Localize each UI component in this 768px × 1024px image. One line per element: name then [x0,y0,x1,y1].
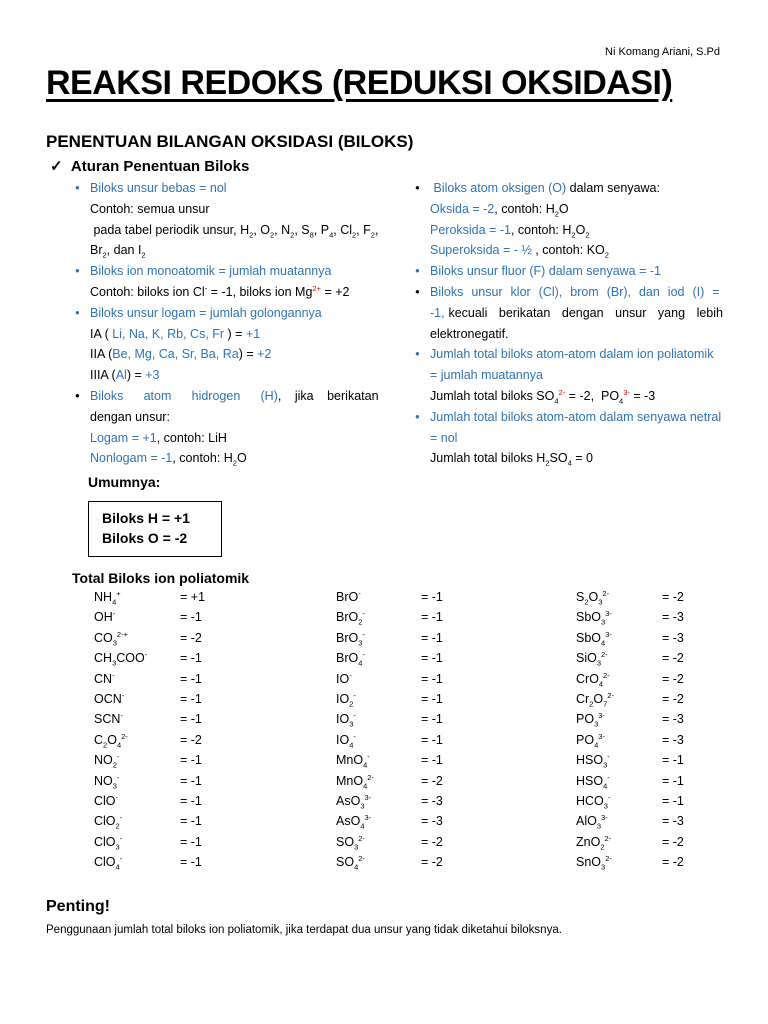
rule-item: ● Biloks ion monoatomik = jumlah muatannya Contoh: biloks ion Cl- = -1, biloks ion $Mg^{2+} = +2$ [76,261,382,303]
section-title: PENENTUAN BILANGAN OKSIDASI (BILOKS) [46,132,414,151]
ion-table: $NH_4^+$ = +1 BrO- = -1 $S_2O_3^{2-}$ = -2 OH- = -1 BrO$_2$- = -1 SbO$_3^{3-}$ = -3 $CO_3^{2-+}$ = -2 BrO$_3$- = -1 SbO$_4^{3-}$ = -3 $CH_3COO^-$ = -1 BrO$_4$- = -1 SiO$_3^{2-}$ = -2 CN- = -1 IO- = -1 CrO$_4^{2-}$ = -2 OCN- = -1 $IO_2^-$ = -1 $Cr_2O_7^{2-}$ = -2 SCN- = -1 $IO_3^-$ = -1 $PO_3^{3-}$ = -3 $C_2O_4^{2-}$ = -2 $IO_4^-$ = -1 $PO_4^{3-}$ = -3 $NO_2^-$ = -1 MnO$_4$- = -1 $HSO_3^-$ = -1 $NO_3^-$ = -1 MnO$_4^{2-}$ = -2 $HSO_4^-$ = -1 ClO- = -1 AsO$_3^{3-}$ = -3 $HCO_3^-$ = -1 ClO$_2$- = -1 AsO$_4^{3-}$ = -3 AlO$_3^{3-}$ = -3 ClO$_3$- = -1 $SO_3^{2-}$ = -2 ZnO$_2^{2-}$ = -2 ClO$_4$- = -1 $SO_4^{2-}$ = -2 SnO$_3^{2-}$ = -2 [94,588,684,872]
umumnya-label: Umumnya: [88,474,161,490]
rule-item: ● Jumlah total biloks atom-atom dalam ion poliatomik = jumlah muatannya Jumlah total biloks $SO_4^{2-} = -2$, $PO_4^{3-} = -3$ [416,344,723,406]
rule-item: ● Biloks unsur klor (Cl), brom (Br), dan iod (I) = -1, kecuali berikatan dengan unsur yang lebih elektronegatif. [416,282,723,344]
box-line-h: Biloks H = +1 [102,510,190,526]
rule-item: ● Biloks atom oksigen (O) dalam senyawa: Oksida = -2, contoh: $H_2O$ Peroksida = -1, contoh: $H_2O_2$ Superoksida = - ½ , contoh: $KO_2$ [416,178,723,261]
ion-table-title: Total Biloks ion poliatomik [72,570,250,586]
box-line-o: Biloks O = -2 [102,530,188,546]
author-name: Ni Komang Ariani, S.Pd [605,46,720,58]
subsection-title: ✓ Aturan Penentuan Biloks [50,158,250,175]
rules-left-column [76,178,382,469]
summary-box [88,501,222,557]
rule-item: ● Biloks unsur fluor (F) dalam senyawa = -1 [416,261,723,282]
penting-title: Penting! [46,898,110,915]
rules-right-column [416,178,723,469]
rule-item: ● Jumlah total biloks atom-atom dalam senyawa netral = nol Jumlah total biloks $H_2SO_4 = 0$ [416,407,723,469]
rule-item: ● Biloks unsur logam = jumlah golongannya IA ( Li, Na, K, Rb, Cs, Fr ) = +1 IIA (Be, Mg, Ca, Sr, Ba, Ra) = +2 IIIA (Al) = +3 [76,303,382,386]
rule-item: ● Biloks unsur bebas = nol Contoh: semua unsur pada tabel periodik unsur, $H_2$, $O_2$, $N_2$, $S_8$, $P_4$, $Cl_2$, $F_2$, $Br_2$, dan $I_2$ [76,178,382,261]
check-icon: ✓ [50,158,63,175]
page-title: REAKSI REDOKS (REDUKSI OKSIDASI) [46,64,673,102]
penting-text: Penggunaan jumlah total biloks ion poliatomik, jika terdapat dua unsur yang tidak diketahui biloksnya. [46,924,562,936]
rule-item: ● Biloks atom hidrogen (H), jika berikatan dengan unsur: Logam = +1, contoh: LiH Nonlogam = -1, contoh: $H_2O$ [76,386,382,469]
